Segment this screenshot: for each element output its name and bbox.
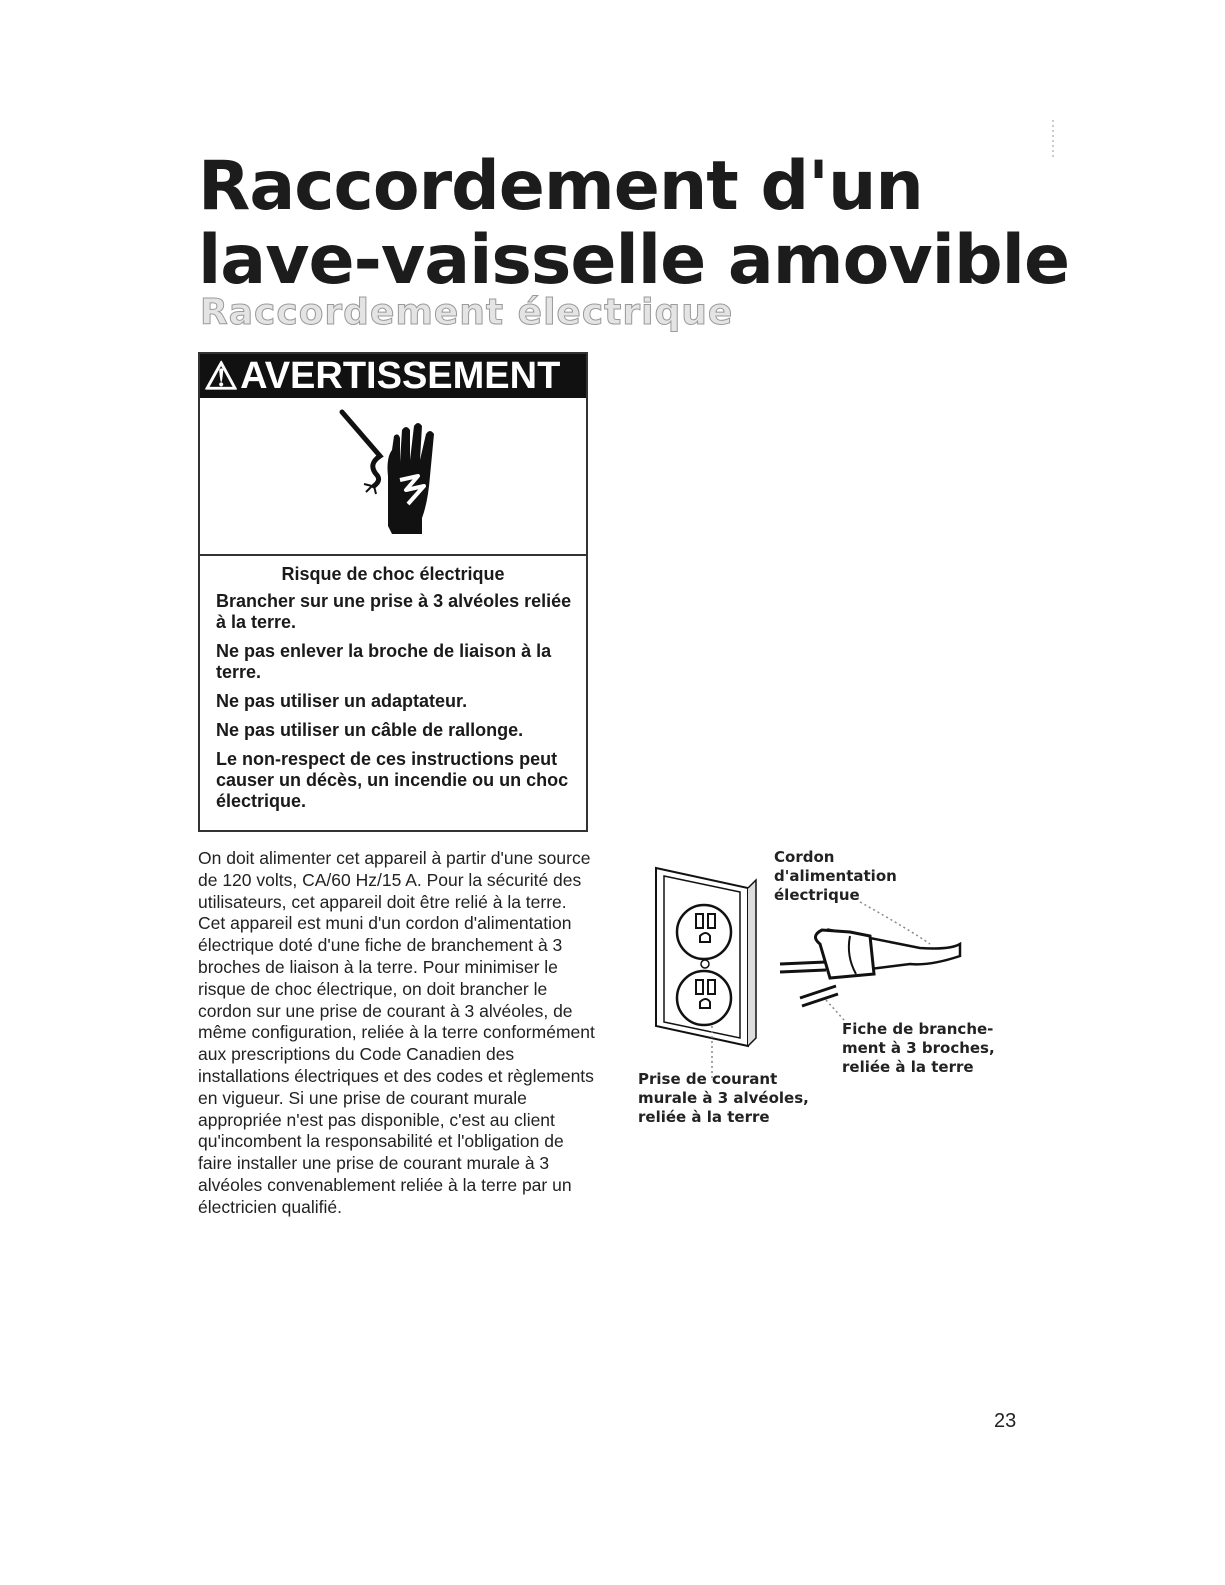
- page-edge-mark: [1050, 120, 1056, 160]
- outlet-label-line: reliée à la terre: [638, 1108, 770, 1126]
- electric-shock-hand-icon: [328, 406, 468, 546]
- cord-label-line: Cordon: [774, 848, 835, 866]
- plug-label-line: ment à 3 broches,: [842, 1039, 995, 1057]
- page-number: 23: [994, 1410, 1017, 1432]
- page-title: [198, 147, 1070, 300]
- plug-label-line: reliée à la terre: [842, 1058, 974, 1076]
- warning-instruction: Brancher sur une prise à 3 alvéoles reliée à la terre.: [216, 591, 572, 632]
- cord-label-line: électrique: [774, 886, 860, 904]
- plug-callout: [842, 1020, 995, 1077]
- outlet-label-line: murale à 3 alvéoles,: [638, 1089, 809, 1107]
- outlet-label-line: Prise de courant: [638, 1070, 778, 1088]
- warning-header-label: AVERTISSEMENT: [240, 354, 561, 397]
- section-heading: Raccordement électrique: [200, 292, 734, 333]
- three-prong-plug-icon: [780, 930, 960, 1006]
- outlet-plug-diagram: [630, 840, 1050, 1140]
- warning-header: [200, 354, 586, 398]
- warning-instruction: Ne pas utiliser un câble de rallonge.: [216, 720, 524, 740]
- wall-outlet-icon: [656, 868, 756, 1046]
- cord-callout: [774, 848, 897, 905]
- warning-triangle-icon: ⚠: [204, 355, 239, 398]
- cord-label-line: d'alimentation: [774, 867, 897, 885]
- risk-title: Risque de choc électrique: [281, 564, 505, 584]
- plug-label-line: Fiche de branche-: [842, 1020, 994, 1038]
- warning-instruction: Le non-respect de ces instructions peut causer un décès, un incendie ou un choc électrique.: [216, 749, 569, 811]
- warning-box: [198, 352, 588, 832]
- title-line-2: lave-vaisselle amovible: [198, 221, 1070, 300]
- warning-text: [200, 556, 586, 812]
- title-line-1: Raccordement d'un: [198, 147, 923, 226]
- body-paragraph: On doit alimenter cet appareil à partir d'une source de 120 volts, CA/60 Hz/15 A. Pour la sécurité des utilisateurs, cet appareil doit être relié à la terre. Cet appareil est muni d'un cordon d'alimentation électrique doté d'une fiche de branchement à 3 broches de liaison à la terre. Pour minimiser le risque de choc électrique, on doit brancher le cordon sur une prise de courant à 3 alvéoles, de même configuration, reliée à la terre conformément aux prescriptions du Code Canadien des installations électriques et des codes et règlements en vigueur. Si une prise de courant murale appropriée n'est pas disponible, c'est au client qu'incombent la responsabilité et l'obligation de faire installer une prise de courant murale à 3 alvéoles convenablement reliée à la terre par un électricien qualifié.: [198, 848, 595, 1217]
- warning-instruction: Ne pas utiliser un adaptateur.: [216, 691, 468, 711]
- hazard-pictogram: [200, 398, 586, 556]
- outlet-callout: [638, 1070, 809, 1127]
- warning-instruction: Ne pas enlever la broche de liaison à la terre.: [216, 641, 552, 682]
